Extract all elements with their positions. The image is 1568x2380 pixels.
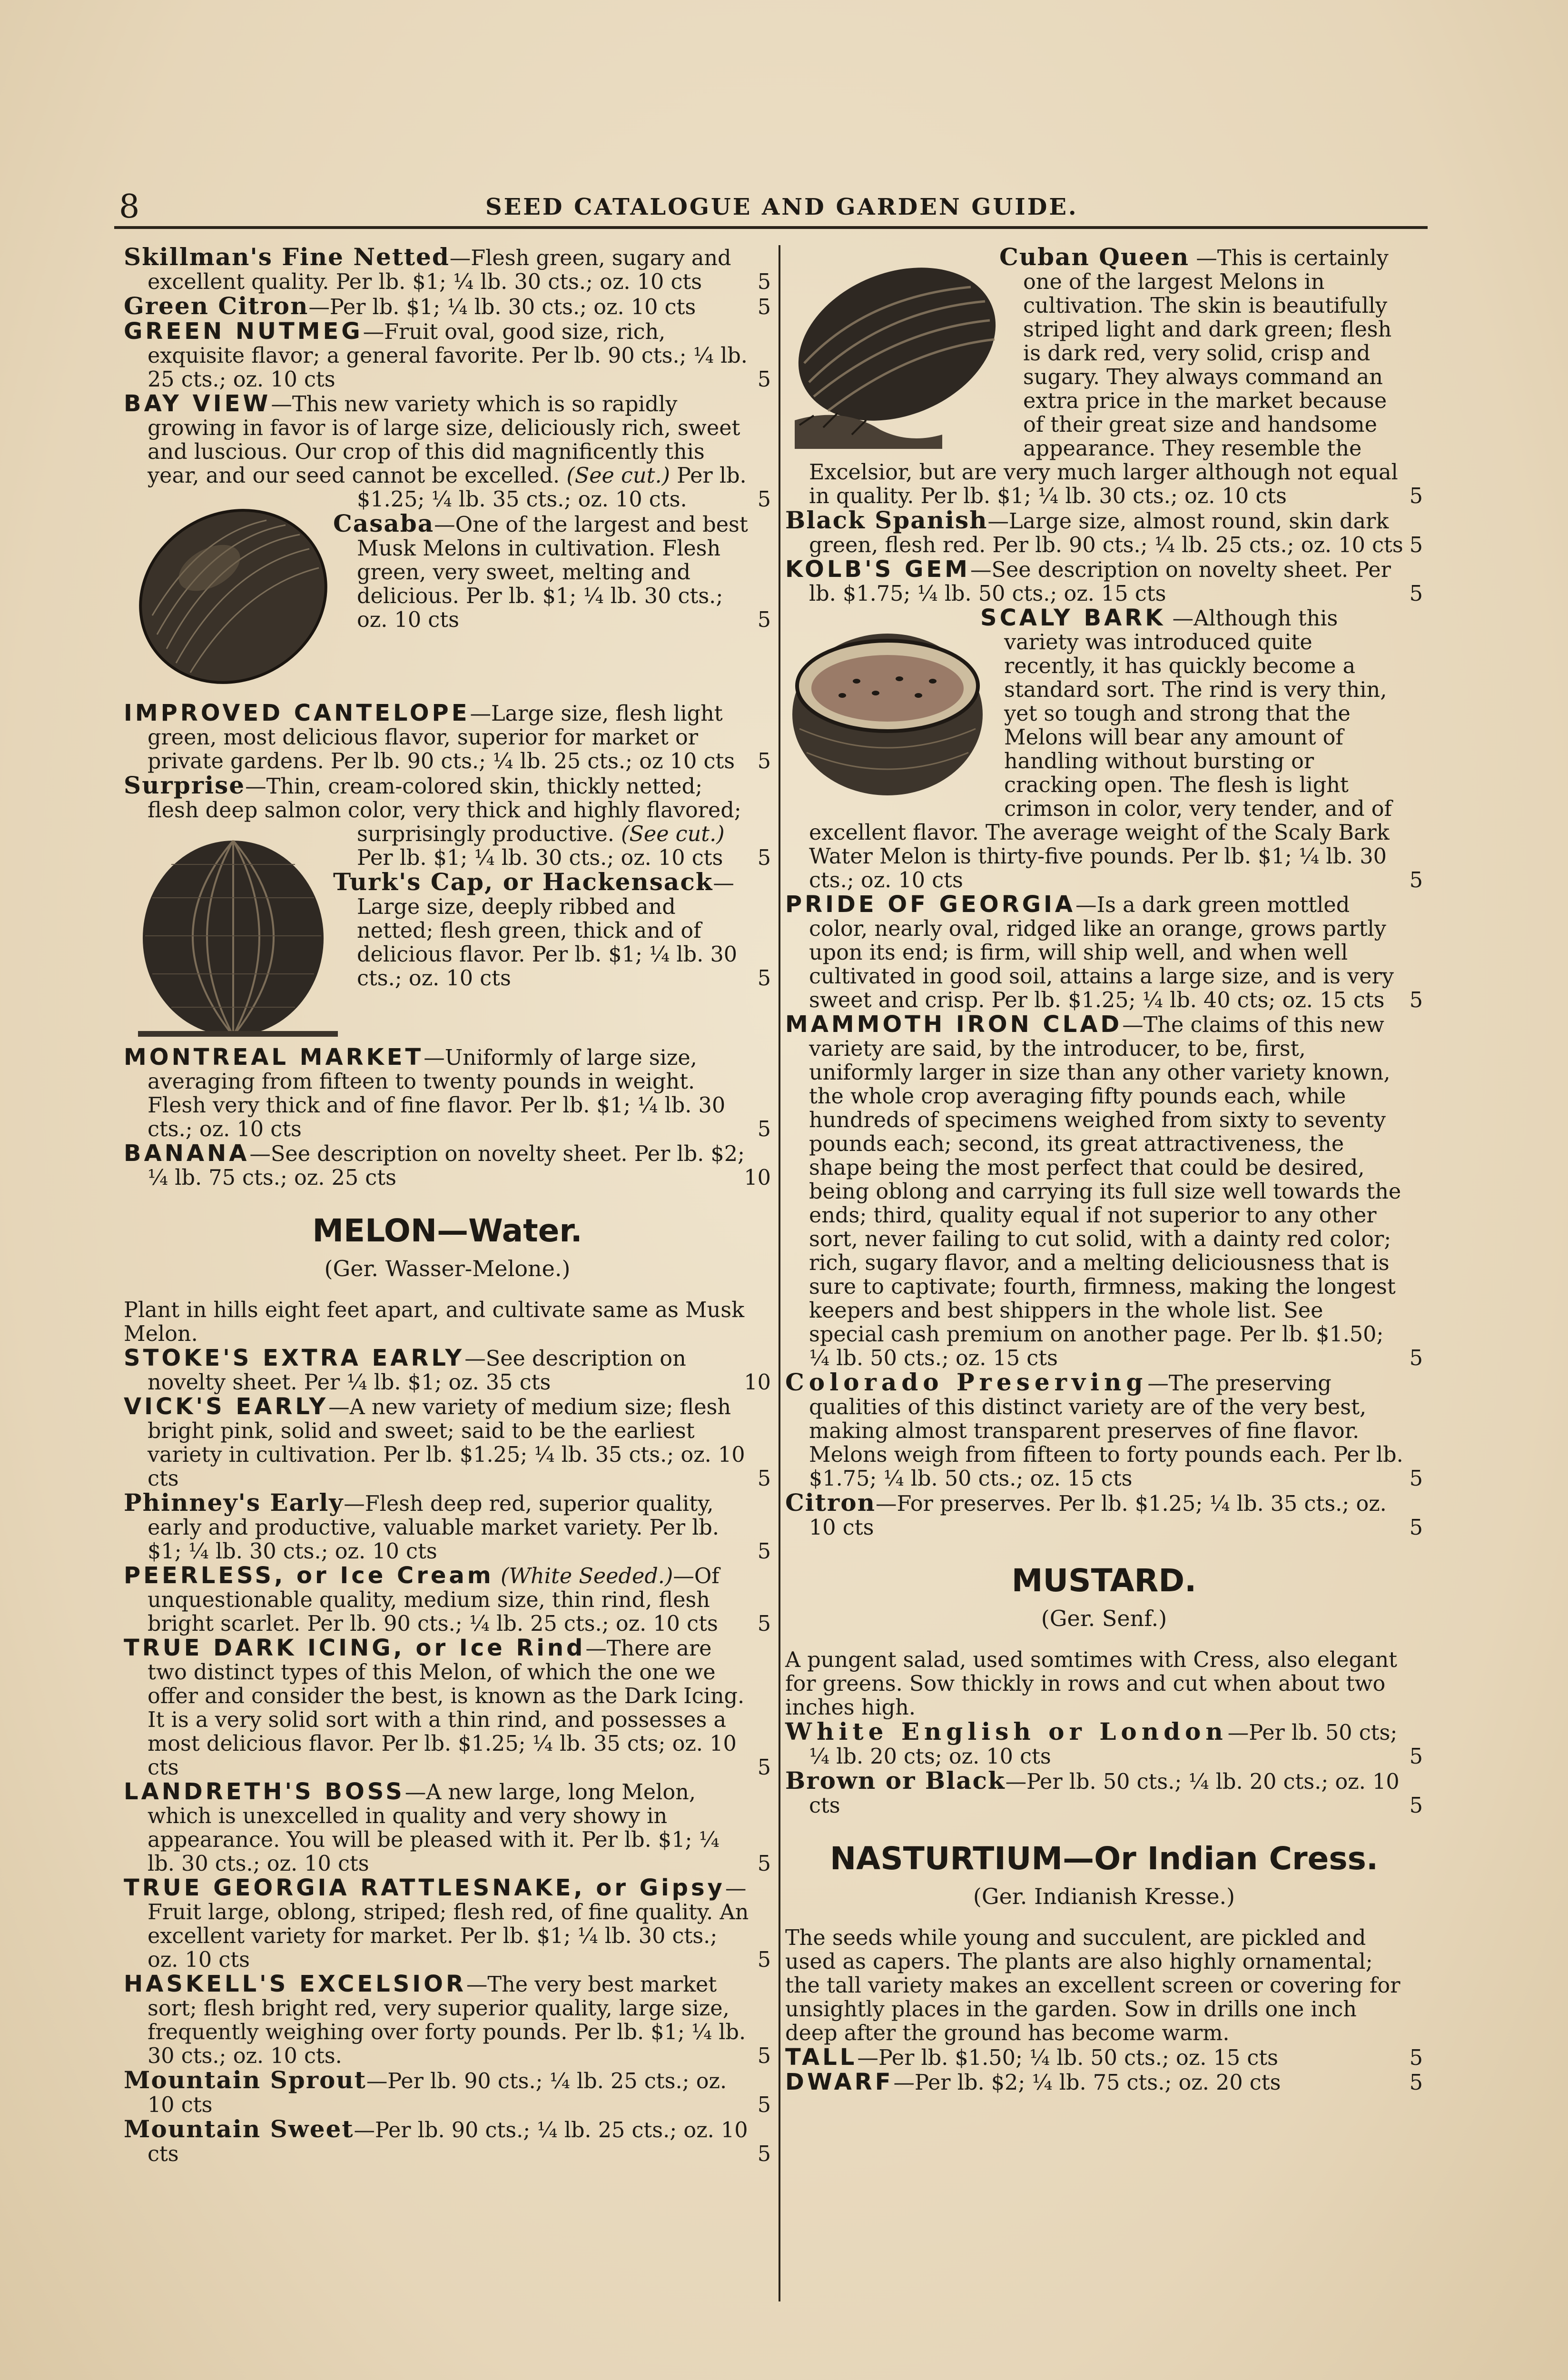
entry-name: TRUE DARK ICING, or Ice Rind <box>124 1635 586 1661</box>
entry-name: Colorado Preserving <box>785 1368 1148 1396</box>
entry-text: —Is a dark green mottled color, nearly oval, ridged like an orange, grows partly upon its end; is firm, will ship well, and when well cultivated in good soil, attains a large size, and is very sweet and crisp. Per lb. $1.25; ¼ lb. 40 cts; oz. 15 cts <box>809 893 1394 1012</box>
entry-text: —Large size, almost round, skin dark green, flesh red. Per lb. 90 cts.; ¼ lb. 25 cts.; oz. 10 cts <box>809 509 1403 557</box>
melon-entry-montreal-market <box>124 1045 771 1141</box>
water-entry-landreths-boss <box>124 1780 771 1876</box>
section-heading-mustard: MUSTARD. <box>1011 1562 1197 1599</box>
entry-price: 5 <box>1409 2071 1423 2095</box>
water-entry-cuban-queen <box>785 245 1423 508</box>
entry-name: Black Spanish <box>785 506 988 534</box>
entry-price: 5 <box>1409 1467 1423 1491</box>
entry-name: White English or London <box>785 1717 1228 1745</box>
entry-text: —There are two distinct types of this Melon, of which the one we offer and consider the best, is known as the Dark Icing. It is a very solid sort with a thin rind, and possesses a most delicious flavor. Per lb. $1.25; ¼ lb. 35 cts; oz. 10 cts <box>148 1636 745 1780</box>
entry-text: —This new variety which is so rapidly growing in favor is of large size, deliciously rich, sweet and luscious. Our crop of this did magnificently this year, and our seed cannot be excelled. <box>148 392 740 488</box>
entry-name: Surprise <box>124 771 246 799</box>
entry-price: 5 <box>757 1539 771 1564</box>
water-entry-mammoth-iron-clad <box>785 1012 1423 1370</box>
water-entry-haskells-excelsior <box>124 1972 771 2068</box>
entry-price: 5 <box>757 1612 771 1636</box>
water-entry-true-dark-icing <box>124 1636 771 1780</box>
right-column <box>785 245 1423 2095</box>
entry-text: —See description on novelty sheet. Per ¼ lb. $1; oz. 35 cts <box>148 1347 686 1395</box>
entry-name: MONTREAL MARKET <box>124 1044 424 1071</box>
entry-name: SCALY BARK <box>980 605 1166 631</box>
entry-note: (See cut.) <box>621 822 725 846</box>
entry-name: Mountain Sprout <box>124 2066 366 2094</box>
entry-text: —For preserves. Per lb. $1.25; ¼ lb. 35 cts.; oz. 10 cts <box>809 1492 1387 1540</box>
entry-price: 5 <box>1409 533 1423 557</box>
water-entry-georgia-rattlesnake <box>124 1876 771 1972</box>
water-entry-vicks <box>124 1395 771 1491</box>
entry-text: —See description on novelty sheet. Per lb. $2; ¼ lb. 75 cts.; oz. 25 cts <box>148 1142 745 1190</box>
entry-price: 5 <box>1409 1794 1423 1818</box>
entry-name: STOKE'S EXTRA EARLY <box>124 1345 465 1371</box>
entry-name: MAMMOTH IRON CLAD <box>785 1011 1123 1038</box>
entry-name: Phinney's Early <box>124 1488 344 1517</box>
melon-entry-banana <box>124 1141 771 1190</box>
entry-note: (White Seeded.) <box>500 1564 673 1588</box>
entry-note: (See cut.) <box>566 464 670 488</box>
entry-name: DWARF <box>785 2069 894 2095</box>
water-entry-phinneys <box>124 1488 771 1564</box>
melon-entry-green-nutmeg <box>124 319 771 392</box>
column-divider <box>779 245 780 2301</box>
entry-text-2: Per lb. $1; ¼ lb. 30 cts.; oz. 10 cts <box>357 846 723 870</box>
entry-price: 5 <box>757 295 771 319</box>
section-intro: A pungent salad, used somtimes with Cress, also elegant for greens. Sow thickly in rows and cut when about two inches high. <box>785 1648 1398 1720</box>
section-heading-melon-water: MELON—Water. <box>312 1212 582 1249</box>
entry-name: Turk's Cap, or Hackensack <box>333 868 713 896</box>
water-entry-mountain-sprout <box>124 2068 771 2117</box>
melon-entry-skillmans <box>124 245 771 294</box>
scaly-bark-melon-illustration <box>785 610 990 800</box>
entry-text: —A new large, long Melon, which is unexcelled in quality and very showy in appearance. You will be pleased with it. Per lb. $1; ¼ lb. 30 cts.; oz. 10 cts <box>148 1780 720 1876</box>
entry-text: —Flesh green, sugary and excellent quality. Per lb. $1; ¼ lb. 30 cts.; oz. 10 cts <box>148 246 731 294</box>
nasturtium-entry-tall <box>785 2045 1423 2070</box>
entry-text: —Per lb. $1; ¼ lb. 30 cts.; oz. 10 cts <box>308 295 696 319</box>
entry-text: —The very best market sort; flesh bright red, very superior quality, large size, frequently weighing over forty pounds. Per lb. $1; ¼ lb. 30 cts.; oz. 10 cts. <box>148 1973 746 2068</box>
entry-price: 5 <box>1409 988 1423 1012</box>
entry-price: 5 <box>757 270 771 294</box>
entry-text: —One of the largest and best Musk Melons in cultivation. Flesh green, very sweet, melting and delicious. Per lb. $1; ¼ lb. 30 cts.; oz. 10 cts <box>357 513 748 632</box>
page-title: SEED CATALOGUE AND GARDEN GUIDE. <box>485 194 1078 220</box>
water-entry-mountain-sweet <box>124 2117 771 2166</box>
entry-price: 5 <box>757 608 771 632</box>
melon-entry-improved-cantelope <box>124 701 771 774</box>
entry-price: 5 <box>1409 582 1423 606</box>
entry-name: KOLB'S GEM <box>785 556 970 583</box>
entry-name: HASKELL'S EXCELSIOR <box>124 1971 466 1997</box>
entry-name: BAY VIEW <box>124 390 271 417</box>
entry-name: LANDRETH'S BOSS <box>124 1778 405 1805</box>
melon-entry-green-citron <box>124 294 771 319</box>
entry-price: 5 <box>757 1755 771 1780</box>
entry-text: —Per lb. 50 cts; ¼ lb. 20 cts; oz. 10 cts <box>809 1721 1398 1769</box>
entry-text-2: Per lb. $1.25; ¼ lb. 35 cts.; oz. 10 cts. <box>357 464 747 512</box>
entry-name: PRIDE OF GEORGIA <box>785 891 1076 918</box>
page-number: 8 <box>119 188 140 226</box>
entry-name: IMPROVED CANTELOPE <box>124 700 470 726</box>
entry-name: Casaba <box>333 509 434 537</box>
entry-text: —Per lb. 90 cts.; ¼ lb. 25 cts.; oz. 10 cts <box>148 2069 727 2117</box>
entry-name: Brown or Black <box>785 1766 1006 1795</box>
entry-price: 10 <box>744 1166 771 1190</box>
entry-text: —Per lb. $2; ¼ lb. 75 cts.; oz. 20 cts <box>893 2071 1281 2095</box>
mustard-entry-brown-or-black <box>785 1766 1423 1818</box>
entry-price: 5 <box>757 2093 771 2117</box>
entry-text: —Fruit large, oblong, striped; flesh red, of fine quality. An excellent variety for market. Per lb. $1; ¼ lb. 30 cts.; oz. 10 cts <box>148 1876 749 1972</box>
water-entry-peerless <box>124 1564 771 1636</box>
entry-name: BANANA <box>124 1140 250 1167</box>
entry-price: 5 <box>757 2044 771 2068</box>
melon-entry-bay-view <box>124 392 771 512</box>
entry-text: —Per lb. $1.50; ¼ lb. 50 cts.; oz. 15 cts <box>857 2046 1278 2070</box>
section-subheading: (Ger. Senf.) <box>1041 1606 1167 1631</box>
entry-text: —Per lb. 90 cts.; ¼ lb. 25 cts.; oz. 10 cts <box>148 2118 748 2166</box>
entry-text: —This is certainly one of the largest Melons in cultivation. The skin is beautifully striped light and dark green; flesh is dark red, very solid, crisp and sugary. They always command an extra price in the market because of their great size and handsome appearance. They resemble the Excelsior, but are very much larger although not equal in quality. Per lb. $1; ¼ lb. 30 cts.; oz. 10 cts <box>809 246 1398 508</box>
entry-text: —Fruit oval, good size, rich, exquisite flavor; a general favorite. Per lb. 90 cts.; ¼ lb. 25 cts.; oz. 10 cts <box>148 320 748 392</box>
entry-name: Skillman's Fine Netted <box>124 243 450 271</box>
entry-text: —Of unquestionable quality, medium size, thin rind, flesh bright scarlet. Per lb. 90 cts.; ¼ lb. 25 cts.; oz. 10 cts <box>148 1564 720 1636</box>
entry-price: 5 <box>757 367 771 392</box>
entry-price: 5 <box>757 1852 771 1876</box>
entry-price: 5 <box>1409 1516 1423 1540</box>
entry-name: Citron <box>785 1488 876 1517</box>
water-entry-scaly-bark <box>785 606 1423 892</box>
page-header <box>114 188 1428 229</box>
entry-price: 5 <box>1409 2046 1423 2070</box>
entry-price: 10 <box>744 1370 771 1395</box>
entry-name: Cuban Queen <box>999 243 1190 271</box>
entry-text: —Large size, deeply ribbed and netted; flesh green, thick and of delicious flavor. Per lb. $1; ¼ lb. 30 cts.; oz. 10 cts <box>357 871 738 991</box>
entry-name: VICK'S EARLY <box>124 1393 329 1420</box>
entry-text: —Uniformly of large size, averaging from fifteen to twenty pounds in weight. Flesh very thick and of fine flavor. Per lb. $1; ¼ lb. 30 cts.; oz. 10 cts <box>148 1046 726 1141</box>
entry-text: —The claims of this new variety are said, by the introducer, to be, first, uniformly larger in size than any other variety known, the whole crop averaging fifty pounds each, while hundreds of specimens weighed from sixty to seventy pounds each; second, its great attractiveness, the shape being the most perfect that could be desired, being oblong and carrying its full size well towards the ends; third, quality equal if not superior to any other sort, never failing to cut solid, with a dainty red color; rich, sugary flavor, and a melting deliciousness that is sure to captivate; fourth, firmness, making the longest keepers and best shippers in the whole list. See special cash premium on another page. Per lb. $1.50; ¼ lb. 50 cts.; oz. 15 cts <box>809 1013 1401 1370</box>
entry-text: —Although this variety was introduced quite recently, it has quickly become a standard sort. The rind is very thin, yet so tough and strong that the Melons will bear any amount of handling without bursting or cracking open. The flesh is light crimson in color, very tender, and of excellent flavor. The average weight of the Scaly Bark Water Melon is thirty-five pounds. Per lb. $1; ¼ lb. 30 cts.; oz. 10 cts <box>809 606 1392 892</box>
section-subheading: (Ger. Indianish Kresse.) <box>973 1884 1235 1909</box>
entry-name: PEERLESS, or Ice Cream <box>124 1562 494 1589</box>
section-intro: Plant in hills eight feet apart, and cultivate same as Musk Melon. <box>124 1298 745 1346</box>
nasturtium-entry-dwarf <box>785 2070 1423 2095</box>
entry-price: 5 <box>757 1948 771 1972</box>
mustard-entry-white-english <box>785 1717 1423 1769</box>
cuban-queen-melon-illustration <box>785 249 1009 449</box>
entry-name: Green Citron <box>124 292 309 320</box>
section-subheading: (Ger. Wasser-Melone.) <box>324 1256 571 1281</box>
entry-price: 5 <box>757 1467 771 1491</box>
entry-name: TALL <box>785 2044 858 2071</box>
entry-text: —A new variety of medium size; flesh bright pink, solid and sweet; said to be the earliest variety in cultivation. Per lb. $1.25; ¼ lb. 35 cts.; oz. 10 cts <box>148 1395 745 1491</box>
entry-text: —Large size, flesh light green, most delicious flavor, superior for market or private gardens. Per lb. 90 cts.; ¼ lb. 25 cts.; oz 10 cts <box>148 702 735 774</box>
entry-price: 5 <box>1409 868 1423 892</box>
entry-name: GREEN NUTMEG <box>124 318 363 345</box>
water-entry-colorado-preserving <box>785 1370 1423 1491</box>
melon-entry-turks-cap <box>124 870 771 991</box>
entry-text: —Flesh deep red, superior quality, early and productive, valuable market variety. Per lb. $1; ¼ lb. 30 cts.; oz. 10 cts <box>148 1492 720 1564</box>
entry-price: 5 <box>757 749 771 774</box>
entry-price: 5 <box>1409 484 1423 508</box>
left-column <box>124 245 771 2166</box>
entry-price: 5 <box>757 846 771 870</box>
melon-entry-casaba <box>124 509 771 632</box>
water-entry-black-spanish <box>785 508 1423 557</box>
entry-price: 5 <box>1409 1745 1423 1769</box>
entry-price: 5 <box>757 2142 771 2166</box>
entry-name: TRUE GEORGIA RATTLESNAKE, or Gipsy <box>124 1874 725 1901</box>
entry-price: 5 <box>757 966 771 991</box>
water-entry-citron <box>785 1488 1423 1540</box>
melon-entry-surprise <box>124 771 771 870</box>
water-entry-pride-of-georgia <box>785 892 1423 1012</box>
entry-price: 5 <box>757 1117 771 1141</box>
entry-text: —The preserving qualities of this distinct variety are of the very best, making almost transparent preserves of fine flavor. Melons weigh from fifteen to forty pounds each. Per lb. $1.75; ¼ lb. 50 cts.; oz. 15 cts <box>809 1371 1403 1491</box>
entry-text: —Per lb. 50 cts.; ¼ lb. 20 cts.; oz. 10 cts <box>809 1770 1400 1818</box>
entry-text: —Thin, cream-colored skin, thickly netted; flesh deep salmon color, very thick and highly flavored; surprisingly productive. <box>148 774 741 846</box>
entry-name: Mountain Sweet <box>124 2115 354 2143</box>
section-heading-nasturtium: NASTURTIUM—Or Indian Cress. <box>829 1840 1379 1877</box>
entry-text: —See description on novelty sheet. Per lb. $1.75; ¼ lb. 50 cts.; oz. 15 cts <box>809 558 1391 606</box>
water-entry-stokes <box>124 1346 771 1395</box>
water-entry-kolbs-gem <box>785 557 1423 606</box>
entry-price: 5 <box>757 487 771 512</box>
section-intro: The seeds while young and succulent, are pickled and used as capers. The plants are also highly ornamental; the tall variety makes an excellent screen or covering for unsightly places in the garden. Sow in drills one inch deep after the ground has become warm. <box>785 1926 1400 2045</box>
entry-price: 5 <box>1409 1346 1423 1370</box>
